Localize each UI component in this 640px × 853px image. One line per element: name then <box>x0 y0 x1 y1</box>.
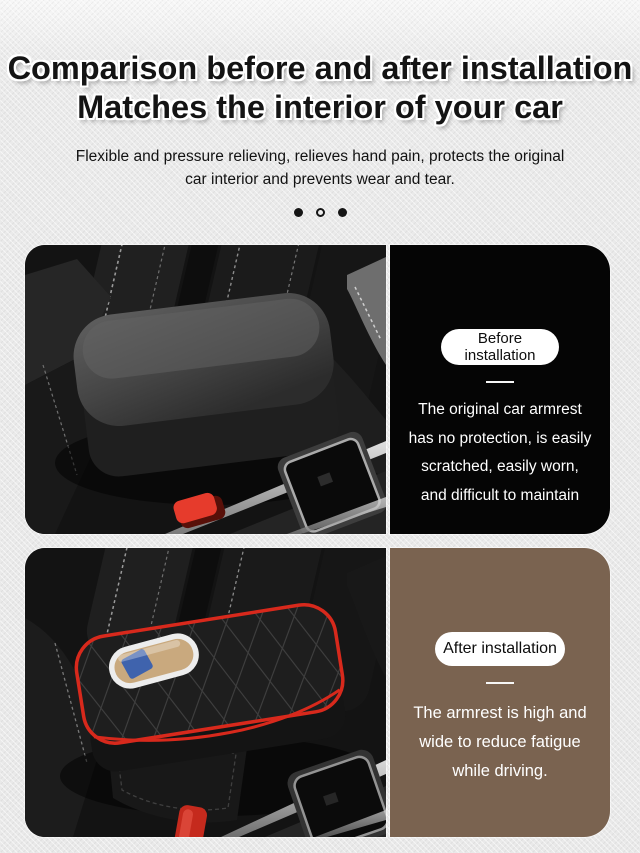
after-photo <box>25 548 386 837</box>
after-panel <box>25 548 610 837</box>
carousel-dot-1[interactable] <box>294 208 303 217</box>
carousel-dot-2[interactable] <box>316 208 325 217</box>
before-caption-box <box>390 245 610 534</box>
page-subtitle: Flexible and pressure relieving, relieves hand pain, protects the original car interior and prevents wear and tear. <box>75 148 565 188</box>
before-description: The original car armrest has no protection, is easily scratched, easily worn, and difficult to maintain <box>408 401 592 504</box>
after-badge: After installation <box>435 632 565 666</box>
before-badge: Before installation <box>441 329 559 365</box>
before-photo <box>25 245 386 534</box>
page-title-line-1: Comparison before and after installation <box>7 50 633 86</box>
after-caption-box <box>390 548 610 837</box>
carousel-dots <box>0 206 640 218</box>
after-divider <box>486 682 514 684</box>
before-divider <box>486 381 514 383</box>
car-interior-before-illustration <box>25 245 386 534</box>
car-interior-after-illustration <box>25 548 386 837</box>
page-title-line-2: Matches the interior of your car <box>77 89 563 125</box>
carousel-dot-3[interactable] <box>338 208 347 217</box>
after-description: The armrest is high and wide to reduce fatigue while driving. <box>413 704 587 780</box>
before-panel <box>25 245 610 534</box>
